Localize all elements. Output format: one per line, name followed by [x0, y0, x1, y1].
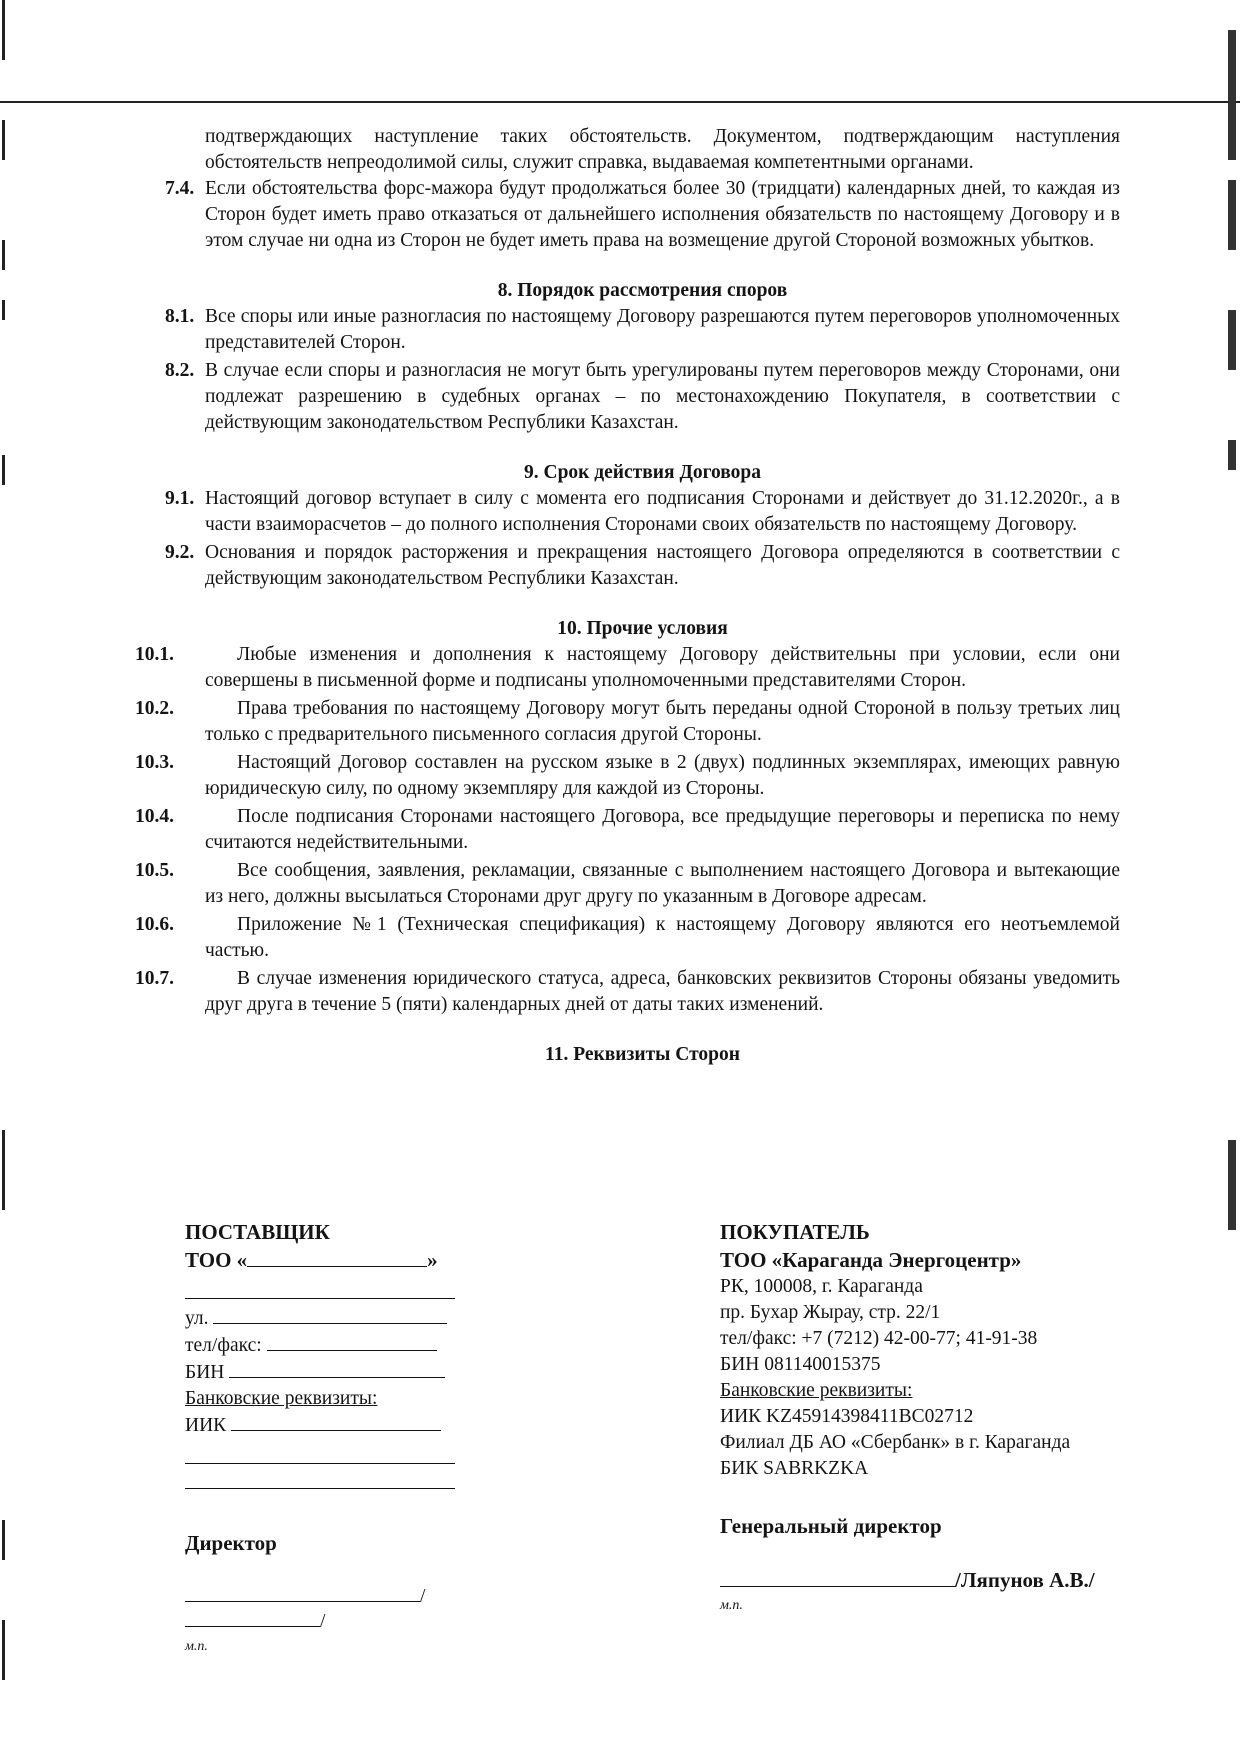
clause-7-3-continuation: подтверждающих наступление таких обстоятельств. Документом, подтверждающим наступления обстоятельств непреодолимой силы, служит справка, выдаваемая компетентными органами.: [205, 126, 1120, 173]
buyer-address-1: РК, 100008, г. Караганда: [720, 1276, 923, 1297]
buyer-phone: тел/факс: +7 (7212) 42-00-77; 41-91-38: [720, 1328, 1038, 1349]
buyer-iik: ИИК KZ45914398411BC02712: [720, 1406, 974, 1427]
buyer-stamp-label: м.п.: [720, 1598, 743, 1613]
buyer-org: ТОО «Караганда Энергоцентр»: [720, 1248, 1022, 1272]
contract-body: [135, 124, 1120, 1068]
clause-number: 10.5.: [135, 860, 174, 881]
clause-text: Если обстоятельства форс-мажора будут продолжаться более 30 (тридцати) календарных дней, то каждая из Сторон будет иметь право отказаться от дальнейшего исполнения обязательств по настоящему Договору и в этом случае ни одна из Сторон не будет иметь права на возмещение другой Стороной возможных убытков.: [205, 178, 1120, 251]
clause-10-7: [135, 966, 1120, 1018]
supplier-bank-label: Банковские реквизиты:: [185, 1388, 378, 1409]
clause-number: 10.1.: [135, 644, 174, 665]
supplier-blank-line[interactable]: [185, 1439, 455, 1464]
bin-label: БИН: [185, 1362, 225, 1383]
clause-number: 8.1.: [165, 306, 195, 327]
buyer-bank-label: Банковские реквизиты:: [720, 1380, 913, 1401]
buyer-signature-line: [720, 1566, 1140, 1594]
section-8-title: 8. Порядок рассмотрения споров: [497, 280, 788, 301]
clause-10-5: [135, 858, 1120, 910]
clause-number: 10.2.: [135, 698, 174, 719]
clause-10-1: [135, 642, 1120, 694]
clause-text: Приложение №1 (Техническая спецификация) к настоящему Договору являются его неотъемлемой частью.: [205, 914, 1120, 961]
buyer-role: ПОКУПАТЕЛЬ: [720, 1220, 870, 1244]
clause-text: После подписания Сторонами настоящего Договора, все предыдущие переговоры и переписка по нему считаются недействительными.: [205, 806, 1120, 853]
supplier-address: [185, 1305, 465, 1332]
supplier-role: ПОСТАВЩИК: [185, 1220, 330, 1244]
buyer-address-2: пр. Бухар Жырау, стр. 22/1: [720, 1302, 941, 1323]
supplier-block: [185, 1218, 465, 1655]
supplier-phone: [185, 1332, 465, 1359]
party-requisites: [185, 1218, 1125, 1654]
clause-number: 9.1.: [165, 488, 195, 509]
supplier-signature-line: [185, 1583, 465, 1633]
org-suffix: »: [427, 1248, 438, 1272]
clause-7-4: [165, 176, 1120, 254]
section-9-title: 9. Срок действия Договора: [523, 462, 761, 483]
clause-text: Основания и порядок расторжения и прекращения настоящего Договора определяются в соответствии с действующим законодательством Республики Казахстан.: [205, 542, 1120, 589]
address-label: ул.: [185, 1308, 209, 1329]
section-11-title: 11. Реквизиты Сторон: [545, 1044, 740, 1065]
clause-10-3: [135, 750, 1120, 802]
clause-number: 8.2.: [165, 360, 195, 381]
clause-number: 7.4.: [165, 178, 195, 199]
clause-number: 10.6.: [135, 914, 174, 935]
address-blank[interactable]: [213, 1305, 447, 1324]
signature-blank[interactable]: [720, 1568, 955, 1587]
supplier-blank-line[interactable]: [185, 1274, 455, 1299]
clause-10-2: [135, 696, 1120, 748]
section-10-title: 10. Прочие условия: [557, 618, 728, 639]
buyer-branch: Филиал ДБ АО «Сбербанк» в г. Караганда: [720, 1432, 1071, 1453]
clause-8-1: [165, 304, 1120, 356]
supplier-signer-title: Директор: [185, 1531, 277, 1555]
clause-9-1: [165, 486, 1120, 538]
clause-text: Настоящий договор вступает в силу с момента его подписания Сторонами и действует до 31.12.2020г., а в части взаиморасчетов – до полного исполнения Сторонами своих обязательств по настоящему Договору.: [205, 488, 1120, 535]
phone-blank[interactable]: [267, 1332, 437, 1351]
clause-number: 10.7.: [135, 968, 174, 989]
clause-9-2: [165, 540, 1120, 592]
scan-edge-left: [0, 0, 10, 1754]
bin-blank[interactable]: [229, 1359, 445, 1378]
clause-text: Все споры или иные разногласия по настоящему Договору разрешаются путем переговоров уполномоченных представителей Сторон.: [205, 306, 1120, 353]
clause-10-4: [135, 804, 1120, 856]
phone-label: тел/факс:: [185, 1335, 262, 1356]
clause-text: Любые изменения и дополнения к настоящему Договору действительны при условии, если они совершены в письменной форме и подписаны уполномоченными представителями Сторон.: [205, 644, 1120, 691]
clause-number: 9.2.: [165, 542, 195, 563]
supplier-iik: [185, 1412, 465, 1439]
clause-10-6: [135, 912, 1120, 964]
clause-text: В случае если споры и разногласия не могут быть урегулированы путем переговоров между Сторонами, они подлежат разрешению в судебных органах – по местонахождению Покупателя, в соответствии с действующим законодательством Республики Казахстан.: [205, 360, 1120, 433]
clause-text: В случае изменения юридического статуса, адреса, банковских реквизитов Стороны обязаны уведомить друг друга в течение 5 (пяти) календарных дней от даты таких изменений.: [205, 968, 1120, 1015]
signature-blank[interactable]: [185, 1583, 420, 1602]
slash: /: [420, 1586, 426, 1607]
slash: /: [320, 1611, 326, 1632]
iik-blank[interactable]: [231, 1412, 441, 1431]
iik-label: ИИК: [185, 1415, 227, 1436]
supplier-blank-line[interactable]: [185, 1464, 455, 1489]
buyer-bik: БИК SABRKZKA: [720, 1458, 869, 1479]
name-blank[interactable]: [185, 1608, 320, 1627]
buyer-bin: БИН 081140015375: [720, 1354, 881, 1375]
signer-name: /Ляпунов А.В./: [955, 1568, 1095, 1592]
clause-text: Все сообщения, заявления, рекламации, связанные с выполнением настоящего Договора и вытекающие из него, должны высылаться Сторонами друг другу по указанным в Договоре адресам.: [205, 860, 1120, 907]
clause-number: 10.4.: [135, 806, 174, 827]
clause-8-2: [165, 358, 1120, 436]
page-top-rule: [0, 101, 1240, 103]
buyer-signer-title: Генеральный директор: [720, 1514, 942, 1538]
supplier-stamp-label: м.п.: [185, 1639, 208, 1654]
org-name-blank[interactable]: [247, 1248, 427, 1267]
buyer-block: [720, 1218, 1140, 1614]
org-prefix: ТОО «: [185, 1248, 248, 1272]
clause-number: 10.3.: [135, 752, 174, 773]
supplier-org: [185, 1246, 465, 1274]
clause-text: Настоящий Договор составлен на русском языке в 2 (двух) подлинных экземплярах, имеющих равную юридическую силу, по одному экземпляру для каждой из Стороны.: [205, 752, 1120, 799]
scan-edge-right: [1222, 0, 1240, 1754]
supplier-bin: [185, 1359, 465, 1386]
clause-text: Права требования по настоящему Договору могут быть переданы одной Стороной в пользу третьих лиц только с предварительного письменного согласия другой Стороны.: [205, 698, 1120, 745]
